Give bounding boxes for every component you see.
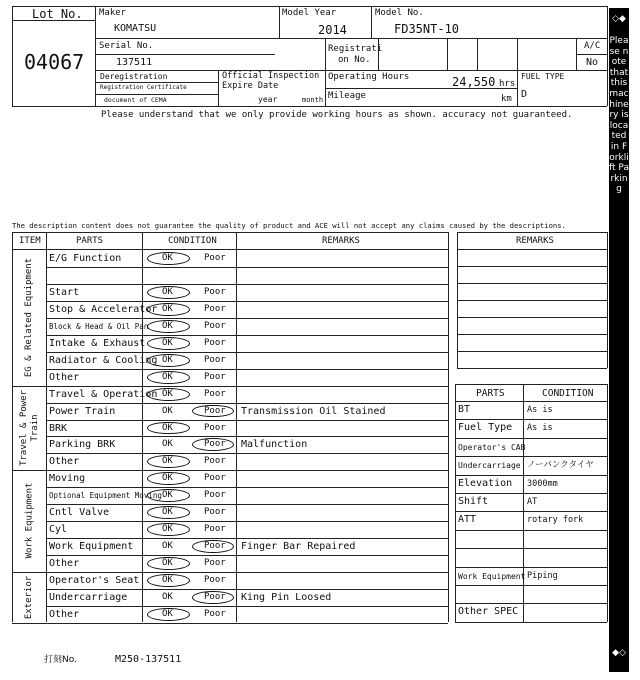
table-row [46, 470, 448, 487]
side-table-row [455, 603, 607, 621]
model-no-label: Model No. [375, 8, 424, 18]
hrs-unit: hrs [499, 79, 516, 89]
remark-text: Transmission Oil Stained [241, 405, 386, 417]
side-condition-value: AT [527, 497, 538, 507]
part-name: Other [49, 608, 80, 620]
ok-option[interactable]: OK [162, 320, 173, 331]
banner-bottom-symbol: ◆◇ [612, 648, 626, 658]
poor-option[interactable]: Poor [204, 473, 226, 484]
ok-option[interactable]: OK [162, 490, 173, 501]
part-name: Block & Head & Oil Pan [49, 321, 149, 331]
model-year-label: Model Year [282, 8, 337, 18]
part-name: Travel & Operation [49, 388, 158, 400]
selected-condition-circle [147, 574, 190, 587]
poor-option[interactable]: Poor [204, 608, 226, 619]
selected-condition-circle [147, 506, 190, 519]
side-part-name: ATT [458, 514, 477, 526]
side-condition-value: As is [527, 405, 553, 415]
selected-condition-circle [147, 371, 190, 384]
side-table-row [455, 401, 607, 419]
side-condition-value: rotary fork [527, 515, 584, 526]
registration-certificate-label: Registration Certificate [100, 84, 187, 91]
table-row [46, 589, 448, 606]
selected-condition-circle [147, 489, 190, 502]
part-name: E/G Function [49, 253, 122, 264]
ok-option[interactable]: OK [162, 575, 173, 586]
poor-option[interactable]: Poor [204, 286, 226, 297]
selected-condition-circle [147, 303, 190, 316]
table-row [46, 521, 448, 538]
km-unit: km [501, 94, 512, 104]
ac-label: A/C [584, 41, 601, 51]
part-name: BRK [49, 422, 68, 434]
selected-condition-circle [147, 320, 190, 333]
location-notice-banner [609, 8, 629, 672]
ok-option[interactable]: OK [162, 303, 173, 314]
side-part-name: BT [458, 404, 471, 415]
banner-top-symbol: ◇◆ [612, 14, 626, 24]
selected-condition-circle [192, 405, 234, 418]
selected-condition-circle [147, 252, 190, 265]
part-name: Cyl [49, 524, 68, 536]
side-part-name: Shift [458, 496, 489, 507]
table-row [46, 267, 448, 284]
table-row [46, 606, 448, 623]
ac-value: No [586, 57, 599, 68]
side-part-name: Work Equipment [458, 571, 526, 581]
poor-option[interactable]: Poor [204, 541, 226, 552]
poor-option[interactable]: Poor [204, 303, 226, 314]
group-travel-power-train: Travel & Power Train [18, 390, 40, 466]
group-work-equipment: Work Equipment [24, 482, 35, 559]
month-label: month [302, 96, 324, 104]
deregistration-label: Deregistration [100, 72, 168, 81]
table-row [46, 572, 448, 589]
hours-notice: Please understand that we only provide working hours as shown. accuracy not guaranteed. [101, 110, 573, 120]
cema-document-label: document of CEMA [104, 96, 167, 104]
year-label: year [258, 95, 278, 104]
poor-option[interactable]: Poor [204, 253, 226, 263]
table-row [46, 369, 448, 386]
banner-text: Please note that this machinery is located in Forklift Parking [609, 36, 629, 195]
part-name: Start [49, 286, 80, 298]
side-condition-value: 3000mm [527, 478, 558, 489]
table-row [46, 386, 448, 403]
table-row [46, 538, 448, 555]
table-row [46, 504, 448, 521]
table-row [46, 453, 448, 470]
poor-option[interactable]: Poor [204, 507, 226, 518]
side-condition-value: As is [527, 423, 553, 434]
lot-label: Lot No. [32, 7, 83, 21]
ok-option[interactable]: OK [162, 558, 173, 569]
poor-option[interactable]: Poor [204, 371, 226, 382]
part-name: Operator's Seat [49, 575, 140, 587]
poor-option[interactable]: Poor [204, 337, 226, 348]
part-name: Other [49, 371, 80, 383]
registration-label-1: Registrati [328, 44, 383, 54]
poor-option[interactable]: Poor [204, 575, 226, 586]
header-condition: CONDITION [168, 236, 217, 246]
maker-label: Maker [99, 8, 127, 18]
side-header-condition: CONDITION [542, 388, 594, 399]
selected-condition-circle [147, 286, 190, 299]
operating-hours-label: Operating Hours [328, 72, 410, 82]
part-name: Power Train [49, 405, 116, 417]
side-table-row [455, 567, 607, 585]
lot-number: 04067 [24, 50, 85, 74]
ok-option[interactable]: OK [162, 524, 173, 535]
poor-option[interactable]: Poor [204, 354, 226, 365]
group-exterior: Exterior [24, 575, 35, 619]
table-row [46, 403, 448, 420]
table-row [46, 420, 448, 437]
operating-hours-value: 24,550 [452, 75, 496, 89]
ok-option[interactable]: OK [162, 286, 173, 297]
poor-option[interactable]: Poor [204, 320, 226, 331]
selected-condition-circle [147, 422, 190, 435]
ok-option[interactable]: OK [162, 608, 173, 619]
side-part-name: Operator's CAB [458, 442, 526, 452]
table-row [46, 335, 448, 352]
selected-condition-circle [147, 455, 190, 468]
part-name: Parking BRK [49, 439, 116, 451]
side-table-row [455, 456, 607, 474]
poor-option[interactable]: Poor [204, 388, 226, 399]
side-table-row [455, 530, 607, 548]
selected-condition-circle [192, 591, 234, 604]
table-row [46, 301, 448, 318]
side-table-row [455, 419, 607, 437]
part-name: Stop & Accelerator [49, 303, 158, 315]
side-table-row [455, 438, 607, 456]
part-name: Moving [49, 473, 86, 485]
part-name: Radiator & Cooling [49, 354, 158, 366]
ok-option[interactable]: OK [162, 439, 173, 450]
table-row [46, 555, 448, 572]
header-remarks: REMARKS [322, 236, 360, 246]
part-name: Other [49, 558, 80, 570]
part-name: Intake & Exhaust [49, 337, 146, 349]
ok-option[interactable]: OK [162, 422, 173, 433]
poor-option[interactable]: Poor [204, 592, 226, 602]
maker-value: KOMATSU [114, 23, 157, 34]
ok-option[interactable]: OK [162, 354, 173, 365]
mileage-label: Mileage [328, 91, 366, 101]
side-table-row [455, 548, 607, 566]
side-part-name: Other SPEC [458, 606, 519, 618]
selected-condition-circle [147, 354, 190, 367]
disclaimer: The description content does not guarantee the quality of product and ACE will not accept any claims caused by the descriptions. [12, 221, 566, 230]
stamp-number: M250-137511 [115, 654, 182, 665]
ok-option[interactable]: OK [162, 405, 173, 416]
header-parts: PARTS [76, 236, 104, 246]
table-row [46, 318, 448, 335]
side-table-row [455, 585, 607, 603]
part-name: Undercarriage [49, 592, 128, 603]
poor-option[interactable]: Poor [204, 524, 226, 535]
side-condition-value: ノーパンクタイヤ [527, 460, 594, 471]
table-row [46, 250, 448, 267]
side-remarks-header: REMARKS [516, 236, 554, 246]
selected-condition-circle [147, 472, 190, 485]
poor-option[interactable]: Poor [204, 405, 226, 416]
fuel-type-value: D [521, 89, 528, 100]
part-name: Work Equipment [49, 541, 134, 553]
side-part-name: Fuel Type [458, 422, 513, 434]
fuel-type-label: FUEL TYPE [521, 72, 565, 81]
ok-option[interactable]: OK [162, 388, 173, 399]
selected-condition-circle [192, 540, 234, 553]
ok-option[interactable]: OK [162, 592, 173, 602]
remark-text: Finger Bar Repaired [241, 541, 356, 553]
ok-option[interactable]: OK [162, 541, 173, 552]
ok-option[interactable]: OK [162, 371, 173, 382]
ok-option[interactable]: OK [162, 473, 173, 484]
side-table-row [455, 493, 607, 511]
poor-option[interactable]: Poor [204, 456, 226, 467]
remark-text: King Pin Loosed [241, 592, 332, 603]
stamp-label: 打刻No. [44, 655, 77, 665]
side-condition-value: Piping [527, 570, 558, 581]
side-header-parts: PARTS [476, 388, 505, 399]
selected-condition-circle [147, 388, 190, 401]
selected-condition-circle [147, 557, 190, 570]
model-year-value: 2014 [318, 23, 347, 37]
poor-option[interactable]: Poor [204, 439, 226, 450]
table-row [46, 487, 448, 504]
part-name: Other [49, 456, 80, 468]
selected-condition-circle [192, 438, 234, 451]
remark-text: Malfunction [241, 439, 308, 451]
selected-condition-circle [147, 608, 190, 621]
side-table-row [455, 475, 607, 493]
inspection-label-2: Expire Date [222, 81, 279, 91]
registration-label-2: on No. [338, 55, 371, 65]
poor-option[interactable]: Poor [204, 490, 226, 501]
table-row [46, 436, 448, 453]
model-no-value: FD35NT-10 [394, 22, 460, 36]
serial-label: Serial No. [99, 41, 154, 51]
table-row [46, 352, 448, 369]
part-name: Cntl Valve [49, 507, 110, 519]
side-table-row [455, 511, 607, 529]
side-part-name: Undercarriage [458, 461, 521, 471]
side-part-name: Elevation [458, 477, 513, 489]
table-row [46, 284, 448, 301]
ok-option[interactable]: OK [162, 337, 173, 348]
poor-option[interactable]: Poor [204, 558, 226, 569]
ok-option[interactable]: OK [162, 507, 173, 518]
inspection-label-1: Official Inspection [222, 71, 320, 81]
selected-condition-circle [147, 523, 190, 536]
poor-option[interactable]: Poor [204, 422, 226, 433]
ok-option[interactable]: OK [162, 253, 173, 263]
part-name: Optional Equipment Moving [49, 491, 162, 501]
selected-condition-circle [147, 337, 190, 350]
ok-option[interactable]: OK [162, 456, 173, 467]
header-item: ITEM [19, 236, 41, 246]
serial-value: 137511 [116, 57, 153, 68]
group-eg-related: EG & Related Equipment [24, 257, 34, 378]
